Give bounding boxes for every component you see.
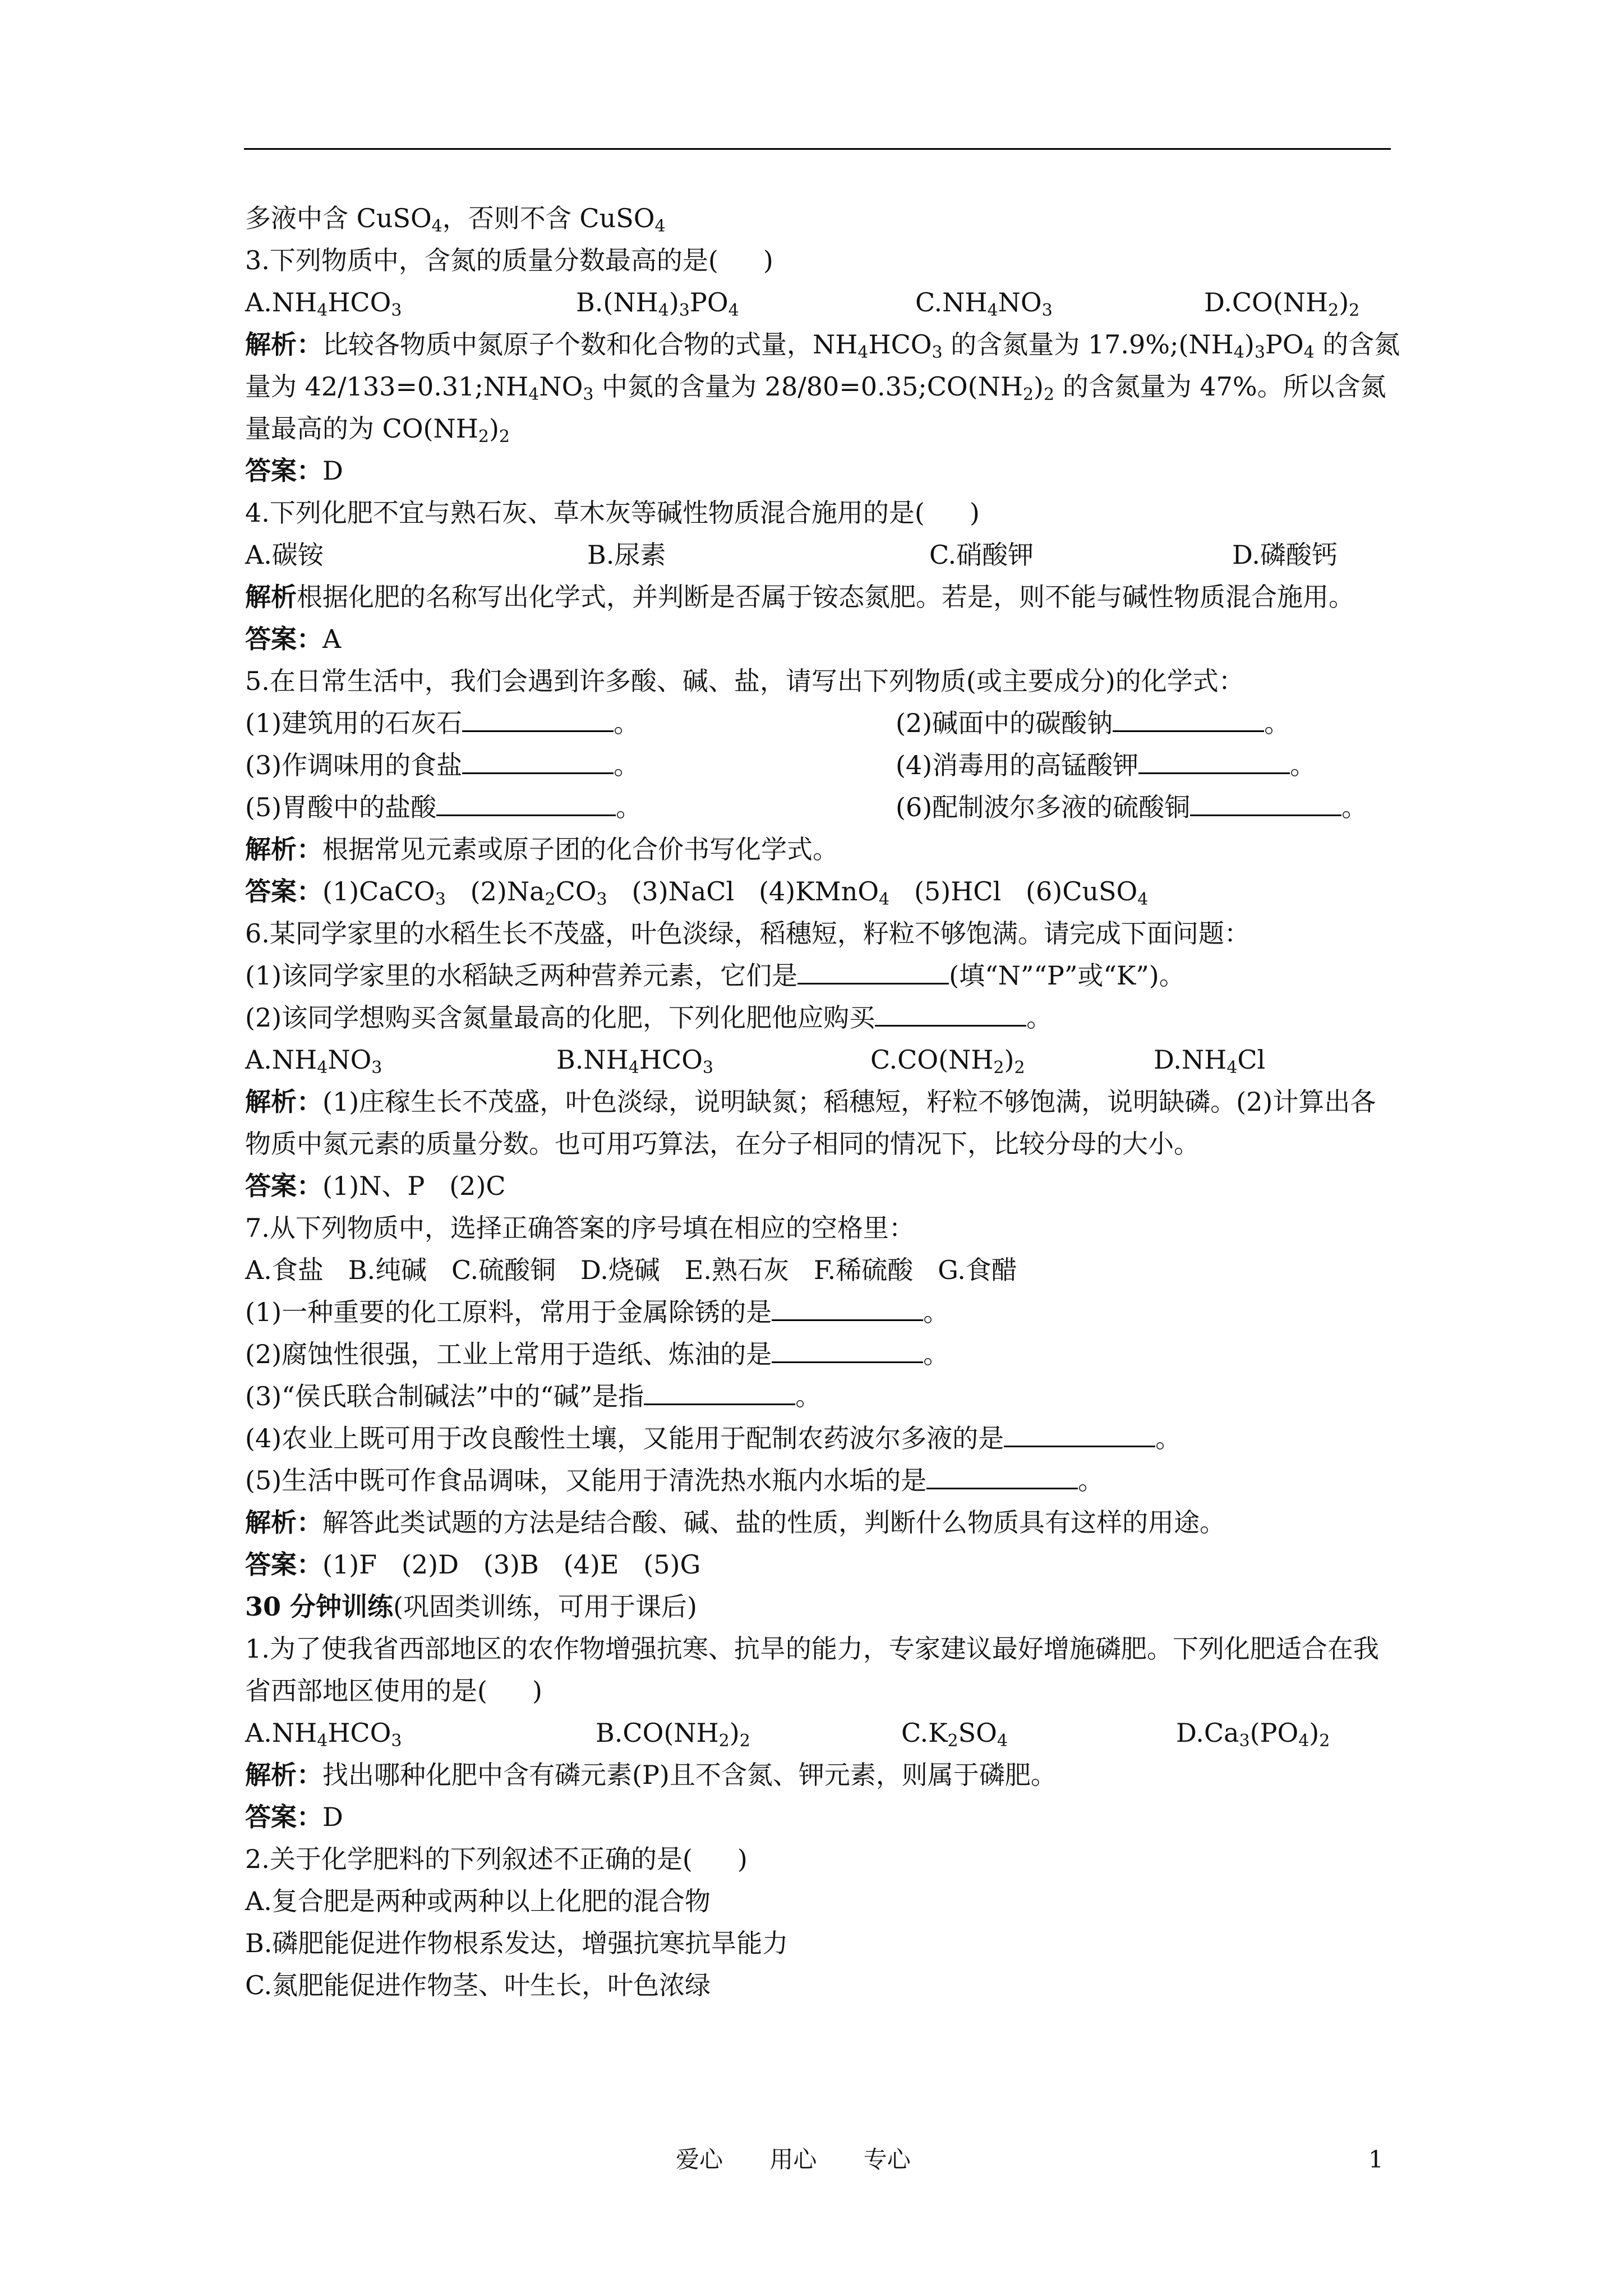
option-c: $C.K_2SO_4$ (901, 1718, 1008, 1751)
question-6-analysis (245, 1081, 1400, 1165)
answer-blank[interactable] (1113, 708, 1264, 732)
option-d: $D.Ca_3(PO_4)_2$ (1176, 1718, 1330, 1751)
question-5-row (245, 702, 1400, 744)
question-5-analysis (245, 829, 1400, 871)
question-6-stem: 6.某同学家里的水稻生长不茂盛，叶色淡绿，稻穗短，籽粒不够饱满。请完成下面问题： (245, 918, 1250, 949)
question-4-options (245, 534, 1400, 576)
answer-text: (1)CaCO$_3$ $(2)Na_2CO_3$ (3)NaCl (4)KMnO$_4$ (5)HCl (6)CuSO$_4$ (322, 876, 1149, 909)
answer-text: (1)F (2)D (3)B (4)E (5)G (322, 1549, 701, 1580)
section-question-1-analysis (245, 1754, 1400, 1796)
section-subtitle: (巩固类训练，可用于课后) (393, 1591, 697, 1622)
option-c: $C.NH_4NO_3$ (915, 287, 1053, 320)
question-paren-end: ) (532, 1676, 542, 1706)
question-5-row (245, 786, 1400, 829)
analysis-label: 解析： (245, 329, 322, 360)
analysis-text: 根据化肥的名称写出化学式，并判断是否属于铵态氮肥。若是，则不能与碱性物质混合施用。 (297, 582, 1354, 612)
option-b: $B.NH_4HCO_3$ (556, 1045, 714, 1078)
answer-blank[interactable] (436, 792, 616, 816)
question-4-stem (245, 492, 1400, 534)
question-7-item: (2)腐蚀性很强，工业上常用于造纸、炼油的是 。 (245, 1339, 949, 1369)
option-a: $A.NH_4NO_3$ (245, 1045, 382, 1078)
option-a: A.碳铵 (245, 540, 324, 570)
fill-item: (2)碱面中的碳酸钠 。 (896, 708, 1290, 738)
question-7-item: (4)农业上既可用于改良酸性土壤，又能用于配制农药波尔多液的是 。 (245, 1423, 1182, 1453)
section-question-2-stem (245, 1838, 1400, 1880)
answer-label: 答案： (245, 624, 322, 654)
document-body (245, 197, 1400, 2007)
question-7-item: (1)一种重要的化工原料，常用于金属除锈的是 。 (245, 1297, 949, 1327)
question-7-answer (245, 1544, 1400, 1586)
question-7-choices: A.食盐 B.纯碱 C.硫酸铜 D.烧碱 E.熟石灰 F.稀硫酸 G.食醋 (245, 1255, 1017, 1285)
question-4-answer (245, 618, 1400, 660)
analysis-label: 解析： (245, 1760, 322, 1790)
fill-item: (4)消毒用的高锰酸钾 。 (896, 750, 1316, 780)
option-b: $B.(NH_4)_3PO_4$ (576, 287, 739, 320)
option-a: A.复合肥是两种或两种以上化肥的混合物 (245, 1886, 711, 1916)
option-d: $D.NH_4Cl$ (1154, 1045, 1266, 1078)
option-a: $A.NH_4HCO_3$ (245, 287, 402, 320)
question-paren-end: ) (737, 1844, 748, 1874)
section-heading (245, 1586, 1400, 1628)
answer-blank[interactable] (1004, 1423, 1155, 1447)
analysis-text: 根据常见元素或原子团的化合价书写化学式。 (322, 834, 838, 864)
answer-blank[interactable] (644, 1381, 795, 1405)
section-question-1-answer (245, 1796, 1400, 1838)
analysis-text: 解答此类试题的方法是结合酸、碱、盐的性质，判断什么物质具有这样的用途。 (322, 1507, 1225, 1538)
answer-blank[interactable] (462, 708, 614, 732)
option-b: B.尿素 (587, 540, 666, 570)
answer-blank[interactable] (926, 1465, 1078, 1489)
answer-blank[interactable] (462, 750, 614, 774)
question-7-item: (3)“侯氏联合制碱法”中的“碱”是指 。 (245, 1381, 822, 1411)
analysis-label: 解析： (245, 1507, 322, 1538)
answer-blank[interactable] (1138, 750, 1290, 774)
question-7-stem: 7.从下列物质中，选择正确答案的序号填在相应的空格里： (245, 1213, 915, 1243)
footer-item: 专心 (863, 2146, 911, 2173)
section-title: 30 分钟训练 (245, 1591, 394, 1622)
fill-item: (6)配制波尔多液的硫酸铜 。 (896, 792, 1368, 822)
question-text: 2.关于化学肥料的下列叙述不正确的是( (245, 1844, 693, 1874)
answer-blank[interactable] (772, 1297, 923, 1321)
analysis-text: 找出哪种化肥中含有磷元素(P)且不含氮、钾元素，则属于磷肥。 (322, 1760, 1057, 1790)
footer-item: 爱心 (676, 2146, 723, 2173)
analysis-text: 比较各物质中氮原子个数和化合物的式量，$NH_4HCO_3$ 的含氮量为 $17.9\%;(NH_4)_3PO_4$ 的含氮量为 $42/133=0.31;NH_4NO_3$ 中氮的含量为 $28/80=0.35;CO(NH_2)_2$ 的含氮量为 47%。所以含氮量最高的为 $CO(NH_2)_2$ (245, 329, 1400, 447)
answer-blank[interactable] (1190, 792, 1341, 816)
fill-item: (5)胃酸中的盐酸 。 (245, 792, 642, 822)
answer-label: 答案： (245, 1802, 322, 1832)
question-paren-end: ) (763, 245, 773, 275)
question-5-row (245, 744, 1400, 786)
answer-text: A (322, 624, 342, 654)
option-c: C.氮肥能促进作物茎、叶生长，叶色浓绿 (245, 1970, 711, 2000)
answer-text: (1)N、P (2)C (322, 1171, 506, 1201)
question-5-stem: 5.在日常生活中，我们会遇到许多酸、碱、盐，请写出下列物质(或主要成分)的化学式： (245, 666, 1244, 696)
option-b: $B.CO(NH_2)_2$ (596, 1718, 750, 1751)
question-text: 4.下列化肥不宜与熟石灰、草木灰等碱性物质混合施用的是( (245, 498, 925, 528)
question-text: 1.为了使我省西部地区的农作物增强抗寒、抗旱的能力，专家建议最好增施磷肥。下列化肥适合在我省西部地区使用的是( (245, 1634, 1379, 1706)
answer-text: D (322, 1802, 343, 1832)
question-6-options (245, 1039, 1400, 1081)
question-text: 3.下列物质中，含氮的质量分数最高的是( (245, 245, 718, 275)
footer-motto (676, 2144, 950, 2175)
option-a: $A.NH_4HCO_3$ (245, 1718, 402, 1751)
section-question-1-options (245, 1712, 1400, 1754)
question-7-analysis (245, 1502, 1400, 1544)
text-line: 多液中含 CuSO$_4$，否则不含 CuSO$_4$ (245, 203, 666, 236)
answer-label: 答案： (245, 1549, 322, 1580)
answer-label: 答案： (245, 876, 322, 907)
footer-item: 用心 (769, 2146, 817, 2173)
fill-item: (3)作调味用的食盐 。 (245, 750, 640, 780)
question-7-item: (5)生活中既可作食品调味，又能用于清洗热水瓶内水垢的是 。 (245, 1465, 1104, 1496)
fill-item: (1)建筑用的石灰石 。 (245, 708, 640, 738)
question-3-stem (245, 240, 1400, 282)
question-paren-end: ) (969, 498, 980, 528)
page-number: 1 (1368, 2146, 1384, 2173)
analysis-label: 解析： (245, 1087, 322, 1117)
section-question-1-stem (245, 1628, 1400, 1712)
question-6-sub1: (1)该同学家里的水稻缺乏两种营养元素，它们是 (填“N”“P”或“K”)。 (245, 960, 1185, 991)
answer-blank[interactable] (797, 960, 949, 984)
question-3-options (245, 282, 1400, 324)
analysis-text: (1)庄稼生长不茂盛，叶色淡绿，说明缺氮；稻穗短，籽粒不够饱满，说明缺磷。(2)计算出各物质中氮元素的质量分数。也可用巧算法，在分子相同的情况下，比较分母的大小。 (245, 1087, 1376, 1159)
answer-blank[interactable] (772, 1339, 923, 1363)
answer-text: D (322, 455, 343, 486)
option-c: C.硝酸钾 (929, 540, 1034, 570)
answer-label: 答案： (245, 1171, 322, 1201)
option-d: D.磷酸钙 (1232, 540, 1338, 570)
answer-blank[interactable] (875, 1002, 1026, 1027)
question-6-sub2: (2)该同学想购买含氮量最高的化肥，下列化肥他应购买 。 (245, 1002, 1053, 1033)
question-6-answer (245, 1165, 1400, 1207)
answer-label: 答案： (245, 455, 322, 486)
header-rule (244, 148, 1391, 150)
question-5-answer (245, 871, 1400, 913)
question-3-analysis (245, 324, 1400, 450)
question-3-answer (245, 450, 1400, 492)
question-4-analysis (245, 576, 1400, 618)
analysis-label: 解析： (245, 834, 322, 864)
option-d: $D.CO(NH_2)_2$ (1204, 287, 1360, 320)
analysis-label: 解析 (245, 582, 297, 612)
option-b: B.磷肥能促进作物根系发达，增强抗寒抗旱能力 (245, 1928, 789, 1958)
option-c: $C.CO(NH_2)_2$ (870, 1045, 1025, 1078)
